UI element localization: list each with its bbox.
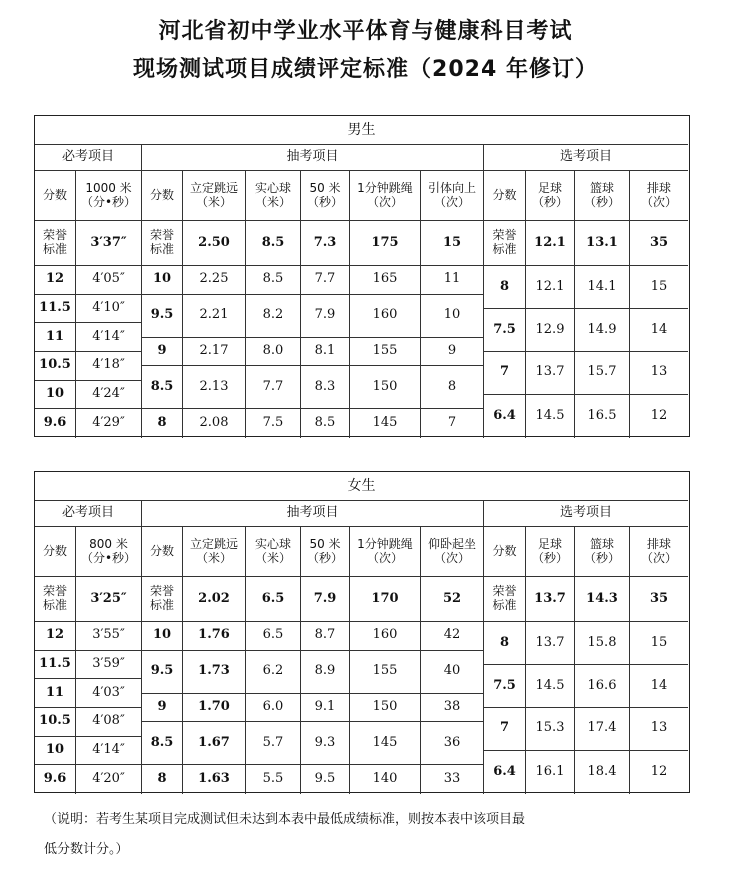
- female-section-elective: 选考项目: [484, 501, 688, 527]
- female-standards-table: [34, 471, 690, 793]
- male-header-ball: 实心球 （米）: [246, 171, 301, 221]
- male-draw-ball: 7.5: [246, 409, 301, 438]
- male-header-run: 1000 米 （分•秒）: [76, 171, 142, 221]
- female-draw-extra: 38: [421, 694, 484, 723]
- female-header-rope: 1分钟跳绳 （次）: [350, 527, 421, 577]
- female-header-football: 足球 （秒）: [526, 527, 575, 577]
- female-elective-score: 荣誉 标准: [484, 577, 526, 622]
- male-draw-jump: 2.13: [183, 366, 246, 409]
- male-required-value: 4′10″: [76, 295, 142, 324]
- female-draw-rope: 160: [350, 622, 421, 651]
- female-draw-rope: 155: [350, 651, 421, 694]
- male-required-score: 11: [35, 323, 76, 352]
- male-draw-ball: 8.5: [246, 266, 301, 295]
- female-draw-ball: 6.2: [246, 651, 301, 694]
- male-header-volleyball: 排球 （次）: [630, 171, 688, 221]
- female-elective-volleyball: 12: [650, 763, 668, 779]
- female-header-basketball: 篮球 （秒）: [575, 527, 630, 577]
- female-elective-volleyball: 15: [630, 622, 688, 665]
- male-header-score2: 分数: [484, 171, 526, 221]
- female-draw-rope: 150: [350, 694, 421, 723]
- male-draw-score: 8: [142, 409, 183, 438]
- female-elective-basketball: 14.3: [575, 577, 630, 622]
- male-draw-extra: 8: [421, 366, 484, 409]
- male-header-football: 足球 （秒）: [526, 171, 575, 221]
- male-required-score: 9.6: [35, 409, 76, 438]
- male-draw-score: 9: [142, 338, 183, 367]
- male-draw-rope: 175: [350, 221, 421, 266]
- female-gender-header: 女生: [35, 472, 688, 501]
- male-elective-basketball: 16.5: [575, 395, 630, 438]
- male-elective-score: 7: [484, 352, 526, 395]
- female-required-value: 4′14″: [76, 737, 142, 766]
- male-draw-jump: 2.17: [183, 338, 246, 367]
- male-elective-score: 7.5: [484, 309, 526, 352]
- male-required-score: 10.5: [35, 352, 76, 381]
- male-required-value: 3′37″: [76, 221, 142, 266]
- female-header-ball: 实心球 （米）: [246, 527, 301, 577]
- female-draw-rope: 170: [350, 577, 421, 622]
- female-draw-rope: 145: [350, 722, 421, 765]
- female-draw-jump: 2.02: [183, 577, 246, 622]
- female-header-extra: 仰卧起坐 （次）: [421, 527, 484, 577]
- male-required-score: 荣誉 标准: [35, 221, 76, 266]
- male-header-basketball: 篮球 （秒）: [575, 171, 630, 221]
- female-header-volleyball: 排球 （次）: [630, 527, 688, 577]
- female-header-run: 800 米 （分•秒）: [76, 527, 142, 577]
- female-draw-score: 9: [142, 694, 183, 723]
- female-elective-score: 7: [484, 708, 526, 751]
- male-elective-volleyball: 12: [650, 407, 668, 423]
- male-draw-jump: 2.50: [183, 221, 246, 266]
- male-required-value: 4′24″: [76, 381, 142, 410]
- female-elective-volleyball: 35: [630, 577, 688, 622]
- footnote-line1: （说明：若考生某项目完成测试但未达到本表中最低成绩标准，则按本表中该项目最: [44, 812, 526, 827]
- female-draw-ball: 6.5: [246, 577, 301, 622]
- female-elective-score: 6.4: [484, 751, 526, 794]
- document-title-line1: 河北省初中学业水平体育与健康科目考试: [158, 19, 573, 44]
- female-draw-extra: 52: [421, 577, 484, 622]
- male-draw-extra: 11: [421, 266, 484, 295]
- male-elective-football: 12.1: [526, 266, 575, 309]
- female-draw-sprint: 9.5: [301, 765, 350, 794]
- male-required-value: 4′18″: [76, 352, 142, 381]
- male-draw-ball: 8.5: [246, 221, 301, 266]
- male-section-elective: 选考项目: [484, 145, 688, 171]
- male-draw-extra: 7: [421, 409, 484, 438]
- female-elective-football: 13.7: [526, 577, 575, 622]
- female-elective-score: 8: [484, 622, 526, 665]
- male-elective-basketball: 15.7: [575, 352, 630, 395]
- female-elective-volleyball: 14: [630, 665, 688, 708]
- male-header-sprint: 50 米 （秒）: [301, 171, 350, 221]
- male-section-required: 必考项目: [35, 145, 142, 171]
- male-draw-extra: 15: [421, 221, 484, 266]
- female-section-draw: 抽考项目: [142, 501, 484, 527]
- female-required-value: 3′25″: [76, 577, 142, 622]
- male-elective-football: 12.1: [526, 221, 575, 266]
- female-draw-score: 10: [142, 622, 183, 651]
- female-section-required: 必考项目: [35, 501, 142, 527]
- male-elective-volleyball: 35: [630, 221, 688, 266]
- male-header-score: 分数: [35, 171, 76, 221]
- male-required-score: 12: [35, 266, 76, 295]
- female-required-score: 11: [35, 679, 76, 708]
- male-draw-rope: 165: [350, 266, 421, 295]
- male-draw-ball: 7.7: [246, 366, 301, 409]
- female-elective-football: 14.5: [526, 665, 575, 708]
- document-title-line2: 现场测试项目成绩评定标准（2024 年修订）: [133, 57, 598, 82]
- female-elective-volleyball: 13: [630, 708, 688, 751]
- male-elective-football: 14.5: [526, 395, 575, 438]
- male-elective-volleyball: 15: [630, 266, 688, 309]
- female-required-score: 11.5: [35, 651, 76, 680]
- male-elective-football: 12.9: [526, 309, 575, 352]
- male-draw-score: 荣誉 标准: [142, 221, 183, 266]
- male-draw-ball: 8.0: [246, 338, 301, 367]
- female-draw-ball: 5.5: [246, 765, 301, 794]
- male-header-jump: 立定跳远 （米）: [183, 171, 246, 221]
- male-draw-sprint: 8.1: [301, 338, 350, 367]
- female-draw-score: 8: [142, 765, 183, 794]
- female-draw-sprint: 9.3: [301, 722, 350, 765]
- female-required-value: 3′59″: [76, 651, 142, 680]
- male-draw-rope: 150: [350, 366, 421, 409]
- female-required-score: 12: [35, 622, 76, 651]
- male-required-score: 10: [35, 381, 76, 410]
- female-draw-ball: 5.7: [246, 722, 301, 765]
- female-draw-score: 9.5: [142, 651, 183, 694]
- male-elective-score: 8: [484, 266, 526, 309]
- male-draw-rope: 160: [350, 295, 421, 338]
- female-required-value: 4′20″: [76, 765, 142, 794]
- female-draw-score: 荣誉 标准: [142, 577, 183, 622]
- male-draw-sprint: 8.5: [301, 409, 350, 438]
- female-header-score: 分数: [142, 527, 183, 577]
- male-gender-header: 男生: [35, 116, 688, 145]
- male-draw-extra: 10: [421, 295, 484, 338]
- male-elective-football: 13.7: [526, 352, 575, 395]
- male-required-value: 4′29″: [76, 409, 142, 438]
- male-draw-score: 8.5: [142, 366, 183, 409]
- female-required-score: 9.6: [35, 765, 76, 794]
- female-draw-ball: 6.0: [246, 694, 301, 723]
- female-header-score: 分数: [35, 527, 76, 577]
- male-header-extra: 引体向上 （次）: [421, 171, 484, 221]
- male-elective-volleyball: 14: [630, 309, 688, 352]
- female-elective-basketball: 17.4: [575, 708, 630, 751]
- male-draw-ball: 8.2: [246, 295, 301, 338]
- male-draw-sprint: 7.9: [301, 295, 350, 338]
- male-elective-basketball: 13.1: [575, 221, 630, 266]
- male-draw-extra: 9: [421, 338, 484, 367]
- female-required-score: 荣誉 标准: [35, 577, 76, 622]
- female-header-jump: 立定跳远 （米）: [183, 527, 246, 577]
- male-draw-score: 10: [142, 266, 183, 295]
- female-draw-jump: 1.63: [183, 765, 246, 794]
- male-draw-rope: 145: [350, 409, 421, 438]
- female-draw-sprint: 7.9: [301, 577, 350, 622]
- male-header-score: 分数: [142, 171, 183, 221]
- female-header-score2: 分数: [484, 527, 526, 577]
- male-draw-jump: 2.08: [183, 409, 246, 438]
- female-draw-jump: 1.76: [183, 622, 246, 651]
- female-draw-sprint: 8.9: [301, 651, 350, 694]
- male-draw-jump: 2.25: [183, 266, 246, 295]
- male-elective-basketball: 14.9: [575, 309, 630, 352]
- male-draw-sprint: 7.7: [301, 266, 350, 295]
- female-elective-football: 15.3: [526, 708, 575, 751]
- footnote-line2: 低分数计分。）: [44, 842, 129, 857]
- male-draw-sprint: 7.3: [301, 221, 350, 266]
- female-draw-jump: 1.67: [183, 722, 246, 765]
- female-required-value: 4′08″: [76, 708, 142, 737]
- female-draw-extra: 42: [421, 622, 484, 651]
- male-elective-score: 荣誉 标准: [484, 221, 526, 266]
- female-elective-basketball: 15.8: [575, 622, 630, 665]
- male-required-score: 11.5: [35, 295, 76, 324]
- female-draw-extra: 40: [421, 651, 484, 694]
- male-section-draw: 抽考项目: [142, 145, 484, 171]
- female-elective-basketball: 18.4: [575, 751, 630, 794]
- female-draw-jump: 1.73: [183, 651, 246, 694]
- female-draw-extra: 33: [421, 765, 484, 794]
- male-required-value: 4′14″: [76, 323, 142, 352]
- female-draw-extra: 36: [421, 722, 484, 765]
- male-elective-score: 6.4: [484, 395, 526, 438]
- female-draw-sprint: 8.7: [301, 622, 350, 651]
- female-required-score: 10.5: [35, 708, 76, 737]
- female-elective-football: 13.7: [526, 622, 575, 665]
- female-required-value: 3′55″: [76, 622, 142, 651]
- female-draw-jump: 1.70: [183, 694, 246, 723]
- female-draw-ball: 6.5: [246, 622, 301, 651]
- male-draw-sprint: 8.3: [301, 366, 350, 409]
- female-required-value: 4′03″: [76, 679, 142, 708]
- male-elective-volleyball: 13: [630, 352, 688, 395]
- female-elective-basketball: 16.6: [575, 665, 630, 708]
- male-draw-score: 9.5: [142, 295, 183, 338]
- male-required-value: 4′05″: [76, 266, 142, 295]
- female-elective-score: 7.5: [484, 665, 526, 708]
- female-header-sprint: 50 米 （秒）: [301, 527, 350, 577]
- male-draw-rope: 155: [350, 338, 421, 367]
- female-draw-sprint: 9.1: [301, 694, 350, 723]
- male-draw-jump: 2.21: [183, 295, 246, 338]
- male-header-rope: 1分钟跳绳 （次）: [350, 171, 421, 221]
- female-draw-rope: 140: [350, 765, 421, 794]
- footnote: [44, 805, 704, 865]
- male-standards-table: [34, 115, 690, 437]
- female-required-score: 10: [35, 737, 76, 766]
- female-elective-football: 16.1: [526, 751, 575, 794]
- male-elective-basketball: 14.1: [575, 266, 630, 309]
- female-draw-score: 8.5: [142, 722, 183, 765]
